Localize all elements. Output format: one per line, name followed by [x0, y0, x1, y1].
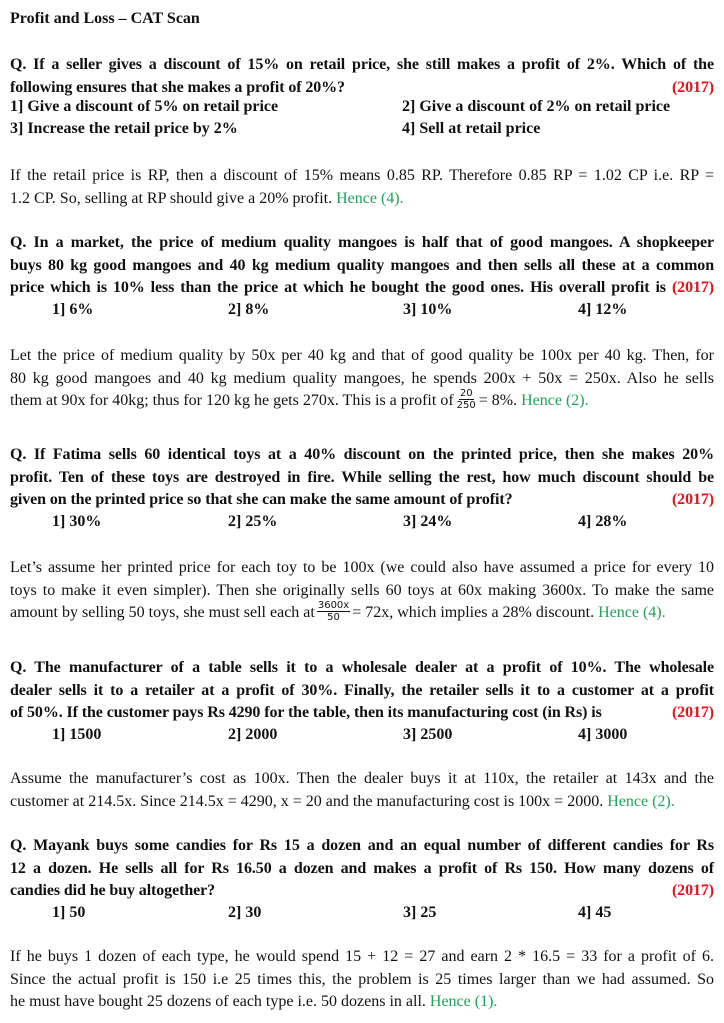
solution-line: amount by selling 50 toys, she must sell each at $\frac{3600x}{50}$ = 72x, which implies a 28% discount. Hence (4).: [10, 600, 666, 623]
solution-line: 1.2 CP. So, selling at RP should give a 20% profit. Hence (4).: [10, 189, 404, 207]
option-4: 4] 3000: [578, 726, 628, 743]
fraction-numerator: 20: [459, 388, 473, 399]
solution-line: 80 kg good mangoes and 40 kg medium quality mangoes, he spends 200x + 50x = 250x. Also he sells: [10, 369, 714, 387]
option-3: 3] 2500: [403, 726, 453, 743]
question-line: Q. If Fatima sells 60 identical toys at a 40% discount on the printed price, then she makes 20%: [10, 446, 714, 463]
option-4: 4] 12%: [578, 301, 628, 318]
option-2: 2] 30: [228, 904, 262, 921]
option-4: 4] 45: [578, 904, 612, 921]
question-1: [10, 54, 714, 99]
question-4: [10, 657, 714, 725]
question-line: Q. Mayank buys some candies for Rs 15 a dozen and an equal number of different candies for Rs: [10, 837, 714, 854]
option-2: 2] 2000: [228, 726, 278, 743]
answer-text: Hence (1).: [429, 993, 498, 1010]
option-3: 3] 10%: [403, 301, 453, 318]
document-title: Profit and Loss – CAT Scan: [10, 10, 200, 27]
answer-text: Hence (2).: [607, 792, 675, 810]
question-line: Q. The manufacturer of a table sells it to a wholesale dealer at a profit of 10%. The wholesale: [10, 659, 714, 676]
question-line: candies did he buy altogether? (2017): [10, 880, 714, 903]
option-1: 1] 50: [52, 904, 86, 921]
answer-text: Hence (4).: [598, 604, 666, 622]
question-5-options: [10, 902, 714, 924]
option-3: 3] 24%: [403, 513, 453, 530]
year-badge: (2017): [671, 704, 714, 721]
year-badge: (2017): [671, 279, 714, 296]
solution-3: [10, 557, 714, 625]
year-badge: (2017): [671, 78, 714, 96]
solution-1: [10, 165, 714, 210]
fraction: [456, 388, 477, 411]
question-4-options: [10, 724, 714, 746]
question-line: of 50%. If the customer pays Rs 4290 for the table, then its manufacturing cost (in Rs) is (2017): [10, 702, 714, 725]
option-1: 1] Give a discount of 5% on retail price: [10, 98, 279, 115]
fraction-numerator: 3600x: [317, 600, 350, 611]
answer-text: Hence (2).: [521, 392, 589, 410]
option-4: 4] Sell at retail price: [402, 120, 541, 137]
year-badge: (2017): [671, 491, 714, 508]
question-3-options: [10, 511, 714, 533]
solution-line: If the retail price is RP, then a discount of 15% means 0.85 RP. Therefore 0.85 RP = 1.02 CP i.e. RP =: [10, 167, 714, 184]
option-3: 3] Increase the retail price by 2%: [10, 120, 238, 137]
question-line: 12 a dozen. He sells all for Rs 16.50 a dozen and makes a profit of Rs 150. How many dozens of: [10, 859, 714, 877]
question-line: following ensures that she makes a profit of 20%? (2017): [10, 77, 714, 100]
option-2: 2] 25%: [228, 513, 278, 530]
answer-text: Hence (4).: [336, 189, 404, 207]
question-2: [10, 232, 714, 300]
option-2: 2] 8%: [228, 301, 270, 318]
solution-2: [10, 345, 714, 413]
solution-4: [10, 768, 714, 813]
solution-line: Assume the manufacturer’s cost as 100x. Then the dealer buys it at 110x, the retailer at 143x and the: [10, 770, 714, 787]
solution-line: Let the price of medium quality by 50x per 40 kg and that of good quality be 100x per 40 kg. Then, for: [10, 347, 714, 364]
solution-line: If he buys 1 dozen of each type, he would spend 15 + 12 = 27 and earn 2 * 16.5 = 33 for a profit of 6.: [10, 948, 714, 965]
solution-5: [10, 946, 714, 1014]
option-1: 1] 6%: [52, 301, 94, 318]
solution-line: Let’s assume her printed price for each toy to be 100x (we could also have assumed a price for every 10: [10, 559, 714, 576]
question-2-options: [10, 299, 714, 321]
fraction-denominator: 50: [327, 612, 340, 623]
question-5: [10, 835, 714, 903]
solution-line: he must have bought 25 dozens of each type i.e. 50 dozens in all. Hence (1).: [10, 993, 498, 1010]
year-badge: (2017): [671, 882, 714, 899]
question-line: price which is 10% less than the price at which he bought the good ones. His overall profit is (2017): [10, 279, 714, 296]
option-1: 1] 1500: [52, 726, 102, 743]
option-3: 3] 25: [403, 904, 437, 921]
question-line: profit. Ten of these toys are destroyed in fire. While selling the rest, how much discount should be: [10, 468, 714, 486]
question-line: given on the printed price so that she can make the same amount of profit? (2017): [10, 489, 714, 512]
fraction: [317, 600, 350, 623]
question-line: Q. In a market, the price of medium quality mangoes is half that of good mangoes. A shopkeeper: [10, 234, 714, 251]
solution-line: customer at 214.5x. Since 214.5x = 4290, x = 20 and the manufacturing cost is 100x = 2000. Hence (2).: [10, 792, 675, 810]
option-2: 2] Give a discount of 2% on retail price: [402, 98, 671, 115]
option-1: 1] 30%: [52, 513, 102, 530]
question-line: Q. If a seller gives a discount of 15% on retail price, she still makes a profit of 2%. Which of the: [10, 56, 714, 73]
question-line: buys 80 kg good mangoes and 40 kg medium quality mangoes and then sells all these at a common: [10, 256, 714, 274]
solution-line: them at 90x for 40kg; thus for 120 kg he gets 270x. This is a profit of $\frac{20}{250}$ = 8%. Hence (2).: [10, 388, 589, 411]
question-3: [10, 444, 714, 512]
fraction-denominator: 250: [456, 400, 476, 411]
option-4: 4] 28%: [578, 513, 628, 530]
solution-line: toys to make it even simpler). Then she originally sells 60 toys at 60x making 3600x. To make the same: [10, 581, 714, 599]
question-line: dealer sells it to a retailer at a profit of 30%. Finally, the retailer sells it to a customer at a profit: [10, 681, 714, 699]
solution-line: Since the actual profit is 150 i.e 25 times this, the problem is 25 times larger than we had assumed. So: [10, 970, 714, 988]
